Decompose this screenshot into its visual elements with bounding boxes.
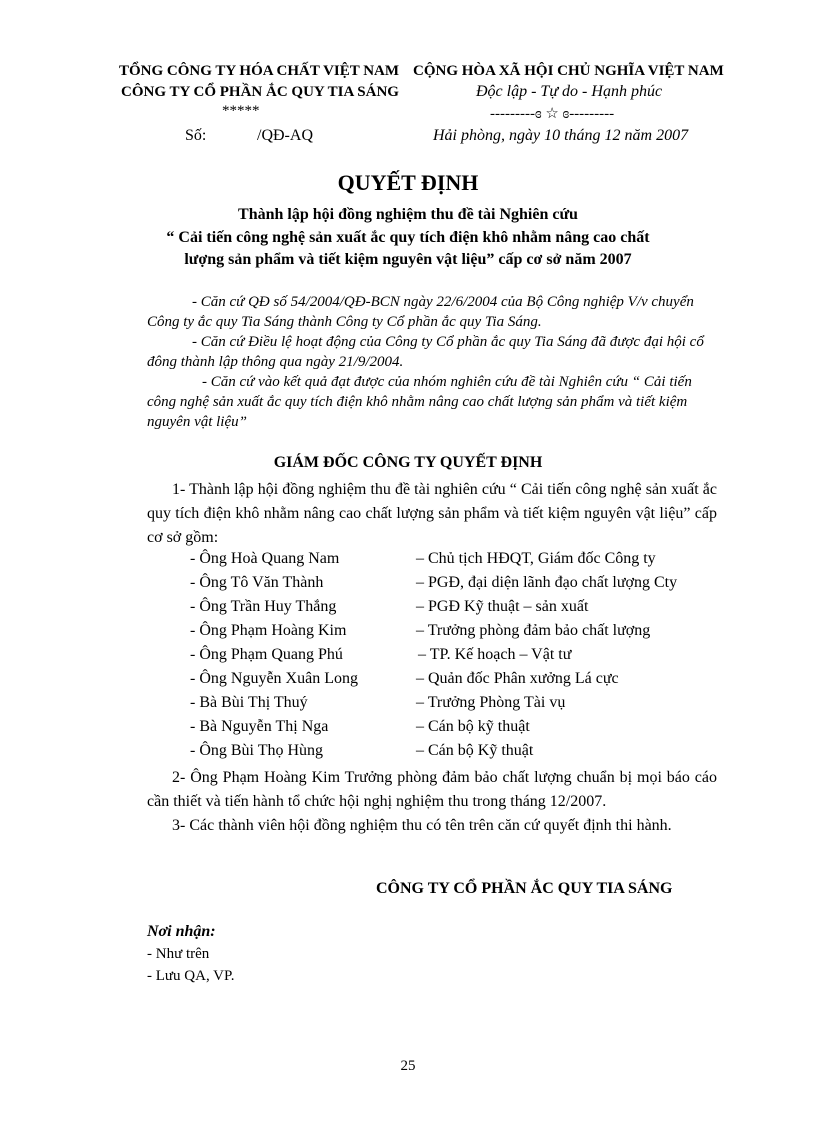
member-name: - Ông Nguyễn Xuân Long bbox=[190, 670, 358, 687]
member-name: - Bà Bùi Thị Thuý bbox=[190, 694, 308, 711]
decision-number-suffix: /QĐ-AQ bbox=[257, 127, 313, 144]
header-motto: Độc lập - Tự do - Hạnh phúc bbox=[476, 83, 663, 100]
page-number: 25 bbox=[400, 1058, 416, 1074]
issue-date: Hải phòng, ngày 10 tháng 12 năm 2007 bbox=[433, 127, 689, 144]
member-name: - Ông Tô Văn Thành bbox=[190, 574, 324, 591]
header-organization-parent: TỔNG CÔNG TY HÓA CHẤT VIỆT NAM bbox=[119, 63, 400, 79]
article-3: 3- Các thành viên hội đồng nghiệm thu có tên trên căn cứ quyết định thi hành. bbox=[172, 817, 672, 834]
member-role: – PGĐ, đại diện lãnh đạo chất lượng Cty bbox=[416, 574, 678, 591]
basis-3: - Căn cứ vào kết quả đạt được của nhóm nghiên cứu đề tài Nghiên cứu “ Cải tiến công nghệ sản xuất ắc quy tích điện khô nhằm nâng cao chất lượng sản phẩm và tiết kiệm nguyên vật liệu” bbox=[147, 374, 692, 430]
decision-number-label: Số: bbox=[185, 127, 207, 144]
header-nation: CỘNG HÒA XÃ HỘI CHỦ NGHĨA VIỆT NAM bbox=[413, 63, 724, 79]
member-role: – Trưởng Phòng Tài vụ bbox=[416, 694, 566, 711]
subtitle-line-2: “ Cải tiến công nghệ sản xuất ắc quy tích điện khô nhằm nâng cao chất bbox=[166, 229, 650, 246]
signature-company: CÔNG TY CỔ PHẦN ẮC QUY TIA SÁNG bbox=[376, 880, 673, 897]
member-name: - Bà Nguyễn Thị Nga bbox=[190, 718, 329, 735]
recipient-item: - Như trên bbox=[147, 946, 210, 962]
member-name: - Ông Hoà Quang Nam bbox=[190, 550, 340, 567]
member-role: – Trưởng phòng đảm bảo chất lượng bbox=[416, 622, 651, 639]
member-row bbox=[0, 670, 816, 694]
basis-2: - Căn cứ Điều lệ hoạt động của Công ty Cổ phần ắc quy Tia Sáng đã được đại hội cổ đông thành lập thông qua ngày 21/9/2004. bbox=[147, 334, 704, 370]
member-row bbox=[0, 574, 816, 598]
member-role: – Cán bộ Kỹ thuật bbox=[416, 742, 534, 759]
member-role: – Quản đốc Phân xưởng Lá cực bbox=[416, 670, 619, 687]
member-row bbox=[0, 694, 816, 718]
member-role: – Chủ tịch HĐQT, Giám đốc Công ty bbox=[416, 550, 656, 567]
header-ornament: ---------ɞ ☆ ɞ--------- bbox=[490, 106, 615, 122]
member-row bbox=[0, 550, 816, 574]
subtitle-line-1: Thành lập hội đồng nghiệm thu đề tài Nghiên cứu bbox=[238, 206, 578, 223]
subtitle-line-3: lượng sản phẩm và tiết kiệm nguyên vật liệu” cấp cơ sở năm 2007 bbox=[184, 251, 632, 268]
recipients-label: Nơi nhận: bbox=[147, 923, 216, 940]
article-1: 1- Thành lập hội đồng nghiệm thu đề tài nghiên cứu “ Cải tiến công nghệ sản xuất ắc quy tích điện khô nhằm nâng cao chất lượng sản phẩm và tiết kiệm nguyên vật liệu” cấp cơ sở gồm: bbox=[147, 481, 717, 546]
member-name: - Ông Phạm Hoàng Kim bbox=[190, 622, 347, 639]
member-row bbox=[0, 718, 816, 742]
header-stars: ***** bbox=[222, 103, 260, 119]
recipient-item: - Lưu QA, VP. bbox=[147, 968, 235, 984]
member-row bbox=[0, 622, 816, 646]
member-row bbox=[0, 598, 816, 622]
decision-heading: GIÁM ĐỐC CÔNG TY QUYẾT ĐỊNH bbox=[273, 454, 543, 471]
member-name: - Ông Trần Huy Thắng bbox=[190, 598, 337, 615]
member-role: – Cán bộ kỹ thuật bbox=[416, 718, 530, 735]
member-name: - Ông Bùi Thọ Hùng bbox=[190, 742, 324, 759]
member-row bbox=[0, 646, 816, 670]
member-name: - Ông Phạm Quang Phú bbox=[190, 646, 343, 663]
basis-1: - Căn cứ QĐ số 54/2004/QĐ-BCN ngày 22/6/2004 của Bộ Công nghiệp V/v chuyển Công ty ắc quy Tia Sáng thành Công ty Cổ phần ắc quy Tia Sáng. bbox=[147, 294, 694, 330]
member-role: – PGĐ Kỹ thuật – sản xuất bbox=[416, 598, 589, 615]
article-2: 2- Ông Phạm Hoàng Kim Trưởng phòng đảm bảo chất lượng chuẩn bị mọi báo cáo cần thiết và tiến hành tổ chức hội nghị nghiệm thu trong tháng 12/2007. bbox=[147, 769, 717, 810]
member-row bbox=[0, 742, 816, 766]
header-company-name: CÔNG TY CỔ PHẦN ẮC QUY TIA SÁNG bbox=[121, 84, 399, 100]
document-title: QUYẾT ĐỊNH bbox=[337, 170, 479, 195]
member-role: – TP. Kế hoạch – Vật tư bbox=[418, 646, 572, 663]
